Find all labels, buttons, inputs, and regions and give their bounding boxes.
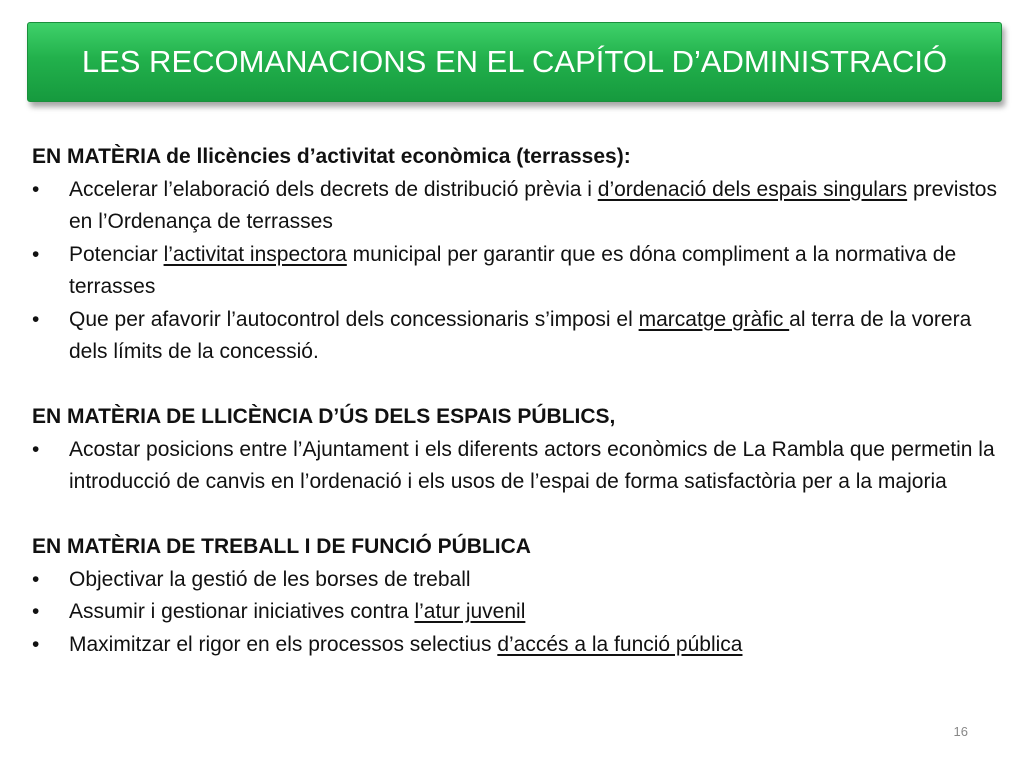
section-terrasses [32,141,1007,369]
section-heading: EN MATÈRIA DE LLICÈNCIA D’ÚS DELS ESPAIS PÚBLICS, [32,405,616,428]
section-heading: EN MATÈRIA DE TREBALL I DE FUNCIÓ PÚBLICA [32,535,531,558]
bullet-icon: • [32,567,40,591]
bullet-item [32,174,1007,239]
bullet-text: Objectivar la gestió de les borses de treball [69,567,471,591]
bullet-text: Potenciar [69,242,164,266]
spacer [32,499,1007,532]
slide-title: LES RECOMANACIONS EN EL CAPÍTOL D’ADMINISTRACIÓ [81,44,948,79]
bullet-icon: • [32,600,40,623]
bullet-text: Accelerar l’elaboració dels decrets de distribució prèvia i [69,177,598,201]
bullet-text: Assumir i gestionar iniciatives contra [69,600,415,623]
bullet-icon: • [32,177,40,201]
bullet-text: Maximitzar el rigor en els processos selectius [69,632,498,656]
bullet-item [32,596,1007,629]
bullet-icon: • [32,307,40,331]
spacer [32,369,1007,402]
underlined-text: marcatge gràfic [638,307,790,331]
bullet-item [32,239,1007,304]
underlined-text: d’ordenació dels espais singulars [597,177,908,201]
section-heading: EN MATÈRIA de llicències d’activitat econòmica (terrasses): [32,145,631,168]
section-espais-publics [32,401,1007,499]
bullet-item [32,304,1007,369]
bullet-text: Que per afavorir l’autocontrol dels concessionaris s’imposi el [69,307,639,331]
bullet-text: previstos en l’Ordenança de terrasses [69,177,997,233]
underlined-text: l’activitat inspectora [163,242,347,266]
bullet-text: al terra de la vorera dels límits de la concessió. [69,307,972,363]
section-treball [32,531,1007,661]
bullet-text: Acostar posicions entre l’Ajuntament i els diferents actors econòmics de La Rambla que permetin la introducció de canvis en l’ordenació i els usos de l’espai de forma satisfactòria per a la majoria [69,437,995,493]
underlined-text: l’atur juvenil [414,600,526,623]
bullet-item [32,434,1007,499]
title-banner [27,22,1002,102]
slide-content [32,141,1007,661]
bullet-item [32,564,1007,597]
bullet-text: municipal per garantir que es dóna compliment a la normativa de terrasses [69,242,957,298]
bullet-icon: • [32,437,40,461]
bullet-icon: • [32,632,40,656]
bullet-icon: • [32,242,40,266]
underlined-text: d’accés a la funció pública [497,632,743,656]
page-number: 16 [953,724,968,739]
bullet-item [32,629,1007,662]
